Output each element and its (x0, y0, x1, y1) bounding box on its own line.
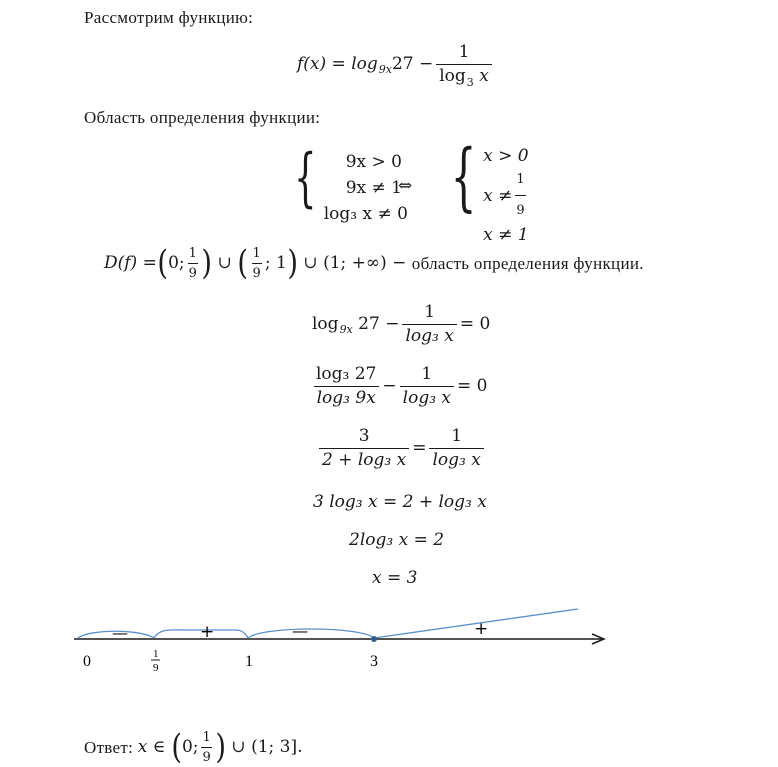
answer-rest: ∪ (1; 3]. (226, 736, 303, 757)
step2-eq: = 0 (457, 376, 488, 396)
step3-frac2-den: log₃ x (429, 448, 483, 469)
func-arg: 27 − (391, 54, 434, 74)
function-definition (297, 42, 495, 89)
step-3 (316, 428, 487, 469)
sign-2: + (200, 622, 215, 642)
step2-frac2-num: 1 (421, 364, 433, 384)
point-3 (371, 636, 377, 642)
system2-line3: x ≠ 1 (483, 225, 529, 245)
df-paren1-close: ) (201, 243, 212, 283)
df-frac2-den: 9 (252, 263, 262, 280)
step1-frac-num: 1 (424, 302, 436, 322)
system1-lines (324, 150, 408, 226)
func-lhs: f(x) = log (297, 54, 378, 74)
df-interval1-start: 0; (168, 252, 185, 273)
step-1 (312, 304, 490, 345)
system2-line2 (483, 168, 529, 223)
answer (84, 727, 303, 767)
step-4: 3 log₃ x = 2 + log₃ x (313, 492, 487, 512)
answer-paren-close: ) (215, 727, 226, 767)
intro-text: Рассмотрим функцию: (84, 8, 254, 27)
step3-frac1-den: 2 + log₃ x (319, 448, 409, 469)
step-5: 2log₃ x = 2 (349, 530, 445, 550)
system2-lines (483, 144, 529, 245)
step-2 (310, 366, 488, 407)
step2-fraction2 (400, 366, 454, 407)
system1-line1: 9x > 0 (345, 152, 402, 172)
step1-eq: = 0 (459, 314, 491, 334)
step1-frac-den: log₃ x (402, 324, 456, 345)
df-paren2-open: ( (237, 243, 249, 283)
step2-frac1-den: log₃ 9x (314, 386, 379, 407)
step3-frac2-num: 1 (451, 426, 463, 446)
step2-frac1-num: log₃ 27 (316, 364, 377, 384)
df-caption: область определения функции. (411, 253, 644, 273)
df-interval2-end: ; 1 (264, 252, 287, 273)
answer-frac-num: 1 (202, 729, 211, 745)
step1-arg: 27 − (352, 314, 400, 334)
sign-4: + (474, 619, 489, 639)
system2-line1: x > 0 (483, 146, 529, 166)
label-frac-den: 9 (153, 662, 159, 674)
df-union1: ∪ (212, 252, 238, 273)
df-paren2-close: ) (287, 243, 298, 283)
step3-eq: = (412, 438, 427, 458)
label-0: 0 (83, 653, 91, 670)
label-frac-num: 1 (153, 648, 159, 660)
system-simplified (440, 134, 529, 245)
func-frac-den-log: log (439, 66, 466, 86)
step1-log: log (312, 314, 339, 334)
df-frac1-den: 9 (188, 263, 198, 280)
func-frac-num: 1 (458, 42, 470, 62)
equivalence-arrow: ⇔ (398, 176, 413, 196)
system1-line2: 9x ≠ 1 (345, 178, 402, 198)
func-fraction (436, 42, 492, 89)
system2-frac-num: 1 (516, 172, 525, 187)
left-brace-2: { (450, 134, 477, 220)
func-frac-den-base: 3 (466, 76, 474, 89)
answer-x-in: x ∈ (137, 736, 171, 757)
system2-fraction (515, 168, 525, 223)
answer-label: Ответ: (84, 737, 138, 757)
label-1: 1 (245, 653, 253, 670)
system-conditions (285, 141, 408, 226)
step2-frac2-den: log₃ x (400, 386, 454, 407)
answer-paren-open: ( (170, 727, 182, 767)
func-log-base: 9x (378, 63, 392, 76)
step-6: x = 3 (372, 568, 418, 588)
answer-frac-den: 9 (201, 747, 211, 764)
answer-fraction (201, 731, 211, 764)
domain-heading: Область определения функции: (84, 108, 321, 127)
system2-frac-den: 9 (515, 195, 525, 223)
step1-base: 9x (339, 323, 353, 336)
df-paren1-open: ( (157, 243, 168, 283)
func-frac-den-arg: x (473, 66, 489, 86)
df-fraction1 (188, 247, 198, 280)
step1-fraction (402, 304, 456, 345)
left-brace-1: { (294, 141, 317, 215)
step2-minus: − (382, 376, 397, 396)
sign-3: — (292, 621, 308, 640)
domain-result (104, 243, 644, 283)
step3-fraction1 (319, 428, 409, 469)
number-line (0, 600, 778, 690)
df-fraction2 (252, 247, 262, 280)
df-lhs: D(f) = (104, 252, 157, 273)
sign-1: — (112, 623, 128, 642)
step3-frac1-num: 3 (358, 426, 370, 446)
func-frac-den (436, 64, 492, 89)
step3-fraction2 (429, 428, 483, 469)
system2-line2-prefix: x ≠ (483, 185, 513, 206)
arc-interval-3 (248, 629, 374, 638)
step2-fraction1 (313, 366, 379, 407)
answer-interval-start: 0; (181, 736, 199, 757)
df-frac1-num: 1 (188, 245, 197, 261)
df-dash: − (386, 252, 412, 273)
df-union2: ∪ (1; +∞) (298, 252, 387, 273)
df-frac2-num: 1 (252, 245, 261, 261)
label-3: 3 (370, 653, 378, 670)
system1-line3: log₃ x ≠ 0 (323, 204, 408, 224)
